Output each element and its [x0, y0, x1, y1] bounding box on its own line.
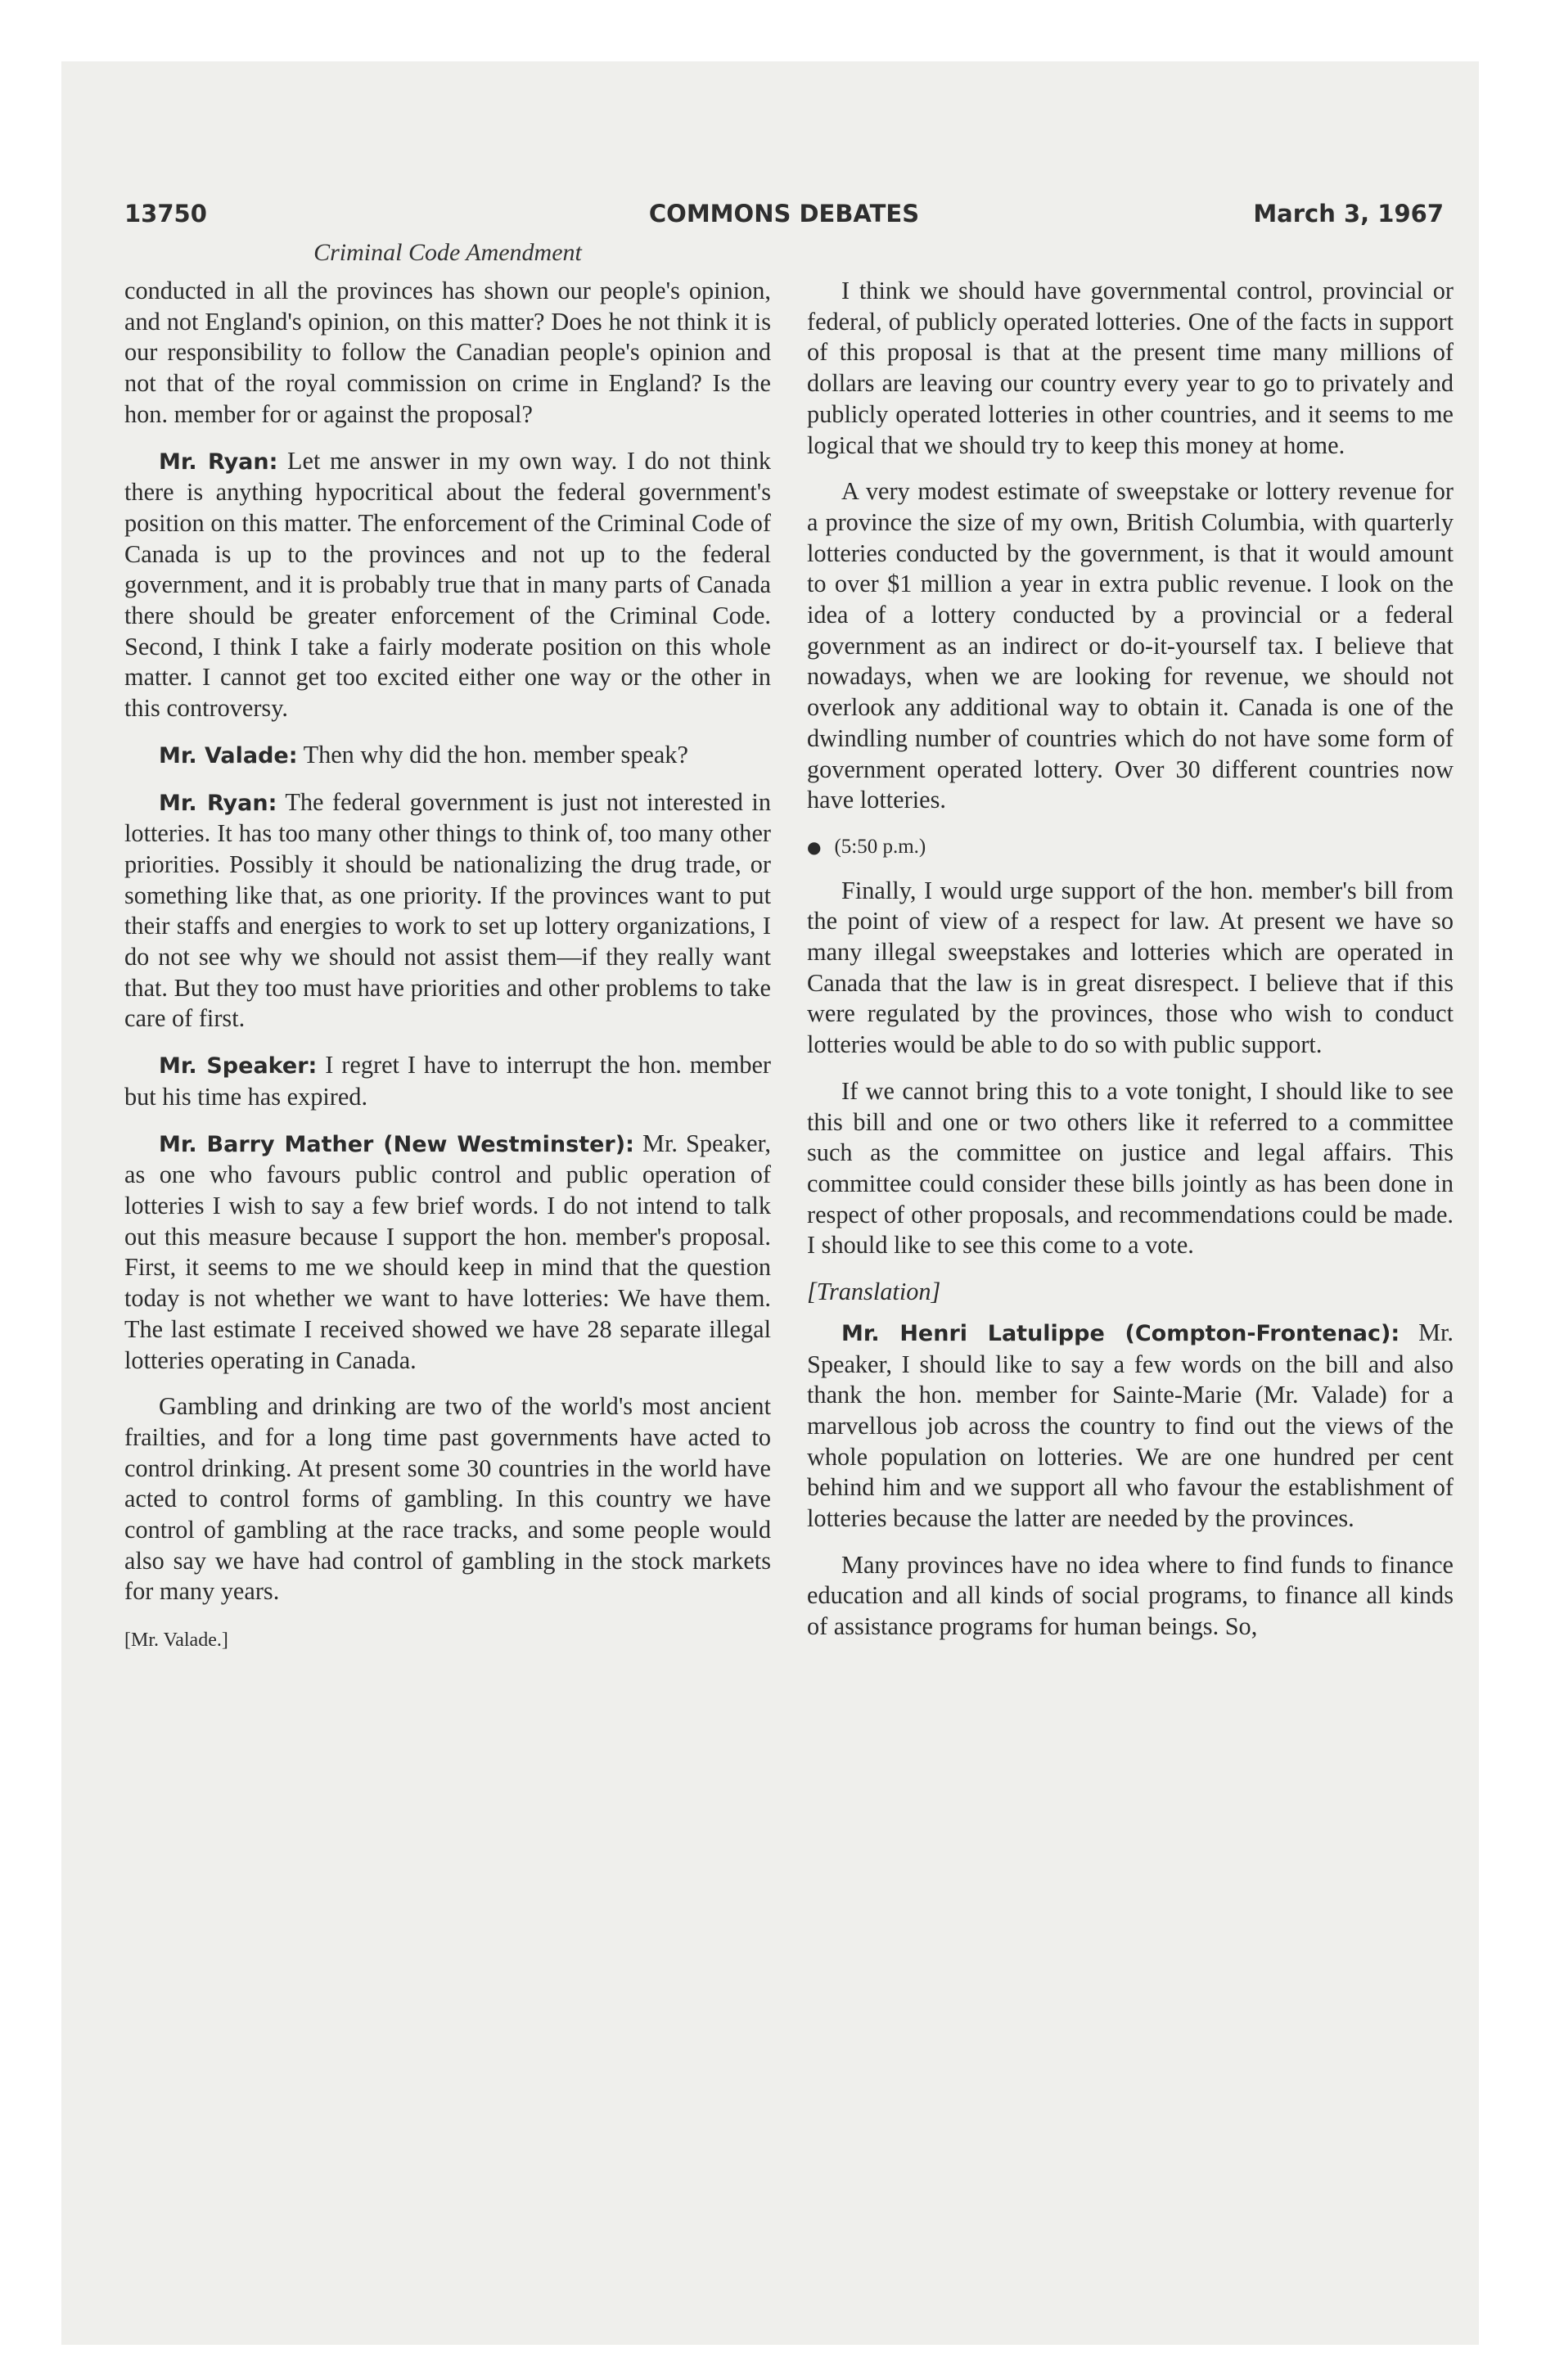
- paragraph-text: The federal government is just not interested in lotteries. It has too many other things to think of, too many other priorities. Possibly it should be nationalizing the drug trade, or something like that, as one priority. If the provinces want to put their staffs and energies to work to set up lottery organizations, I do not see why we should not assist them—if they really want that. But they too must have priorities and other problems to take care of first.: [124, 787, 771, 1033]
- speaker-name: Mr. Valade:: [159, 742, 298, 769]
- paragraph: Finally, I would urge support of the hon. member's bill from the point of view of a respect for law. At present we have so many illegal sweepstakes and lotteries which are operated in Canada that the law is in great disrespect. I believe that if this were regulated by the provinces, those who wish to conduct lotteries would be able to do so with public support.: [807, 876, 1454, 1059]
- speaker-name: Mr. Barry Mather (New Westminster):: [159, 1131, 634, 1157]
- publication-title: COMMONS DEBATES: [648, 200, 920, 228]
- paragraph: [124, 740, 771, 772]
- time-text: (5:50 p.m.): [834, 835, 926, 858]
- paragraph-text: Then why did the hon. member speak?: [303, 740, 688, 769]
- bullet-icon: ●: [807, 836, 822, 857]
- paragraph: [124, 1050, 771, 1112]
- paragraph: Gambling and drinking are two of the world's most ancient frailties, and for a long time past governments have acted to control drinking. At present some 30 countries in the world have acted to control forms of gambling. In this country we have control of gambling at the race tracks, and some people would also say we have had control of gambling in the stock markets for many years.: [124, 1392, 771, 1606]
- speaker-signature: [Mr. Valade.]: [124, 1629, 228, 1652]
- page-number: 13750: [124, 200, 207, 228]
- paragraph-text: Mr. Speaker, I should like to say a few words on the bill and also thank the hon. member for Sainte-Marie (Mr. Valade) for a marvellous job across the country to find out the views of the whole population on lotteries. We are one hundred per cent behind him and we support all who favour the establishment of lotteries because the latter are needed by the provinces.: [807, 1318, 1454, 1533]
- section-title: Criminal Code Amendment: [313, 239, 582, 266]
- paragraph: [124, 1129, 771, 1377]
- speaker-name: Mr. Speaker:: [159, 1053, 318, 1080]
- right-column: [807, 276, 1454, 1658]
- paragraph: Many provinces have no idea where to find funds to finance education and all kinds of social programs, to finance all kinds of assistance programs for human beings. So,: [807, 1550, 1454, 1641]
- paragraph-text: Mr. Speaker, as one who favours public control and public operation of lotteries I wish to say a few brief words. I do not intend to talk out this measure because I support the hon. member's proposal. First, it seems to me we should keep in mind that the question today is not whether we want to have lotteries: We have them. The last estimate I received showed we have 28 separate illegal lotteries operating in Canada.: [124, 1129, 772, 1374]
- paragraph: [807, 1318, 1454, 1535]
- left-column: [124, 276, 771, 1657]
- paragraph: [124, 446, 771, 724]
- page-header: [124, 200, 1444, 236]
- paragraph-text: Let me answer in my own way. I do not think there is anything hypocritical about the federal government's position on this matter. The enforcement of the Criminal Code of Canada is up to the provinces and not up to the federal government, and it is probably true that in many parts of Canada there should be greater enforcement of the Criminal Code. Second, I think I take a fairly moderate position on this whole matter. I cannot get too excited either one way or the other in this controversy.: [124, 446, 771, 723]
- speaker-name: Mr. Henri Latulippe (Compton-Frontenac):: [841, 1320, 1400, 1346]
- paragraph: [124, 787, 771, 1035]
- paragraph: A very modest estimate of sweepstake or lottery revenue for a province the size of my own, British Columbia, with quarterly lotteries conducted by the government, is that it would amount to over $1 million a year in extra public revenue. I look on the idea of a lottery conducted by a provincial or a federal government as an indirect or do-it-yourself tax. I believe that nowadays, when we are looking for revenue, we should not overlook any additional way to obtain it. Canada is one of the dwindling number of countries which do not have some form of government operated lottery. Over 30 different countries now have lotteries.: [807, 477, 1454, 814]
- speaker-name: Mr. Ryan:: [159, 790, 277, 816]
- speaker-name: Mr. Ryan:: [159, 449, 278, 475]
- paragraph-text: I regret I have to interrupt the hon. member but his time has expired.: [124, 1051, 772, 1111]
- time-stamp: [807, 832, 1454, 863]
- publication-date: March 3, 1967: [1253, 200, 1444, 228]
- translation-marker: [Translation]: [807, 1278, 941, 1306]
- paragraph: If we cannot bring this to a vote tonight, I should like to see this bill and one or two others like it referred to a committee such as the committee on justice and legal affairs. This committee could consider these bills jointly as has been done in respect of other proposals, and recommendations could be made. I should like to see this come to a vote.: [807, 1076, 1454, 1260]
- paragraph: I think we should have governmental control, provincial or federal, of publicly operated lotteries. One of the facts in support of this proposal is that at the present time many millions of dollars are leaving our country every year to go to privately and publicly operated lotteries in other countries, and it seems to me logical that we should try to keep this money at home.: [807, 277, 1454, 459]
- paragraph: conducted in all the provinces has shown our people's opinion, and not England's opinion, on this matter? Does he not think it is our responsibility to follow the Canadian people's opinion and not that of the royal commission on crime in England? Is the hon. member for or against the proposal?: [124, 277, 771, 428]
